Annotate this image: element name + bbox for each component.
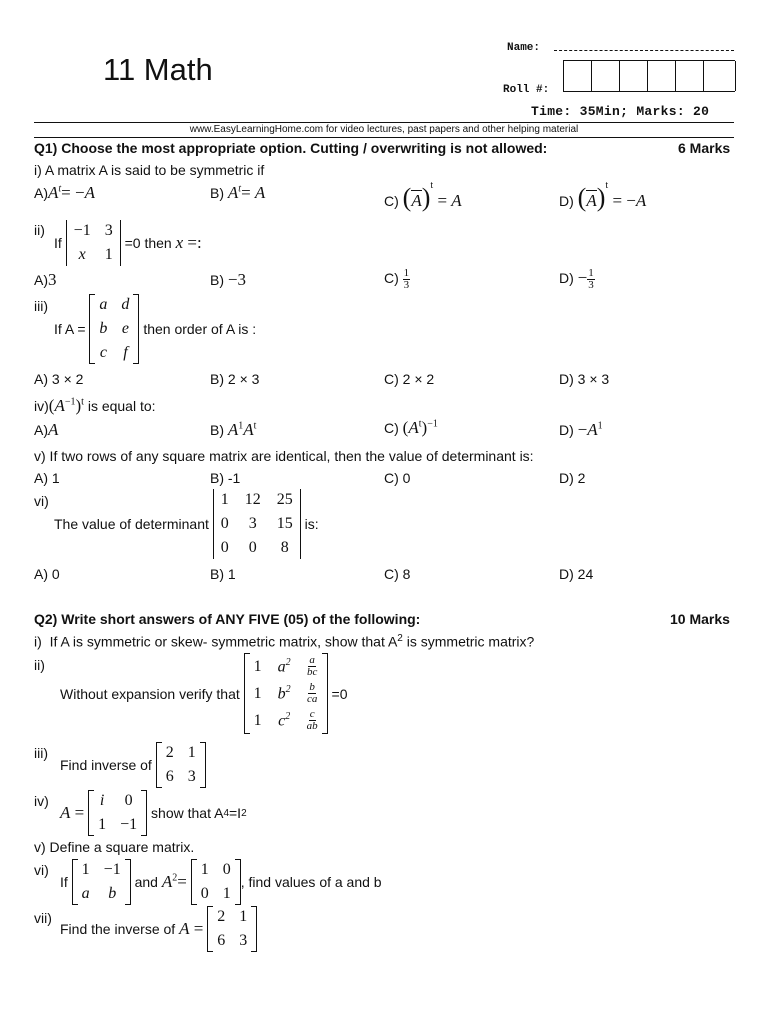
determinant-cell: 12 [244,491,261,508]
q1-vi-option-a: A) 0 [34,566,60,582]
q1-iii-number: iii) [34,298,48,314]
q1-vi-option-b: B) 1 [210,566,236,582]
q1-v-stem: v) If two rows of any square matrix are identical, then the value of determinant is: [34,448,534,464]
q1-iv-option-a: A)A [34,420,59,439]
q1-iv-option-c: C) $(A^t)^{-1}$ [384,418,438,437]
matrix-2x2: 1 −1 a b [72,859,131,905]
matrix-3x2: a d b e c f [89,294,139,364]
q1-i-option-d: D) $(A)^t = -A$ [559,180,647,212]
determinant-cell: 15 [276,515,293,532]
q2-iii: Find inverse of 2 1 6 3 [60,742,206,788]
q1-iii-option-d: D) 3 × 3 [559,371,610,387]
q1-v-option-b: B) -1 [210,470,241,486]
q1-v-option-a: A) 1 [34,470,60,486]
q1-iv-option-b: B) $A^1A^t$ [210,420,257,439]
header-divider [34,122,734,123]
roll-digit-box[interactable] [676,61,704,91]
determinant-cell: 8 [280,539,289,556]
q2-ii: Without expansion verify that 1 $a^2$ $\frac{a}{bc}$ 1 $b^2$ $\frac{b}{ca}$ 1 $c^2$ $\frac{c}{ab}$ =0 [60,654,348,732]
q1-ii-option-c: C) $\frac{1}{3}$ [384,267,410,291]
q2-v: v) Define a square matrix. [34,839,195,855]
q1-iv-option-d: $D) -A^1$ [559,420,603,439]
roll-digit-box[interactable] [564,61,592,91]
determinant-cell: 0 [248,539,257,556]
q1-iii-option-c: C) 2 × 2 [384,371,435,387]
roll-digit-box[interactable] [592,61,620,91]
roll-number-boxes[interactable] [563,60,735,92]
q1-i-stem: i) A matrix A is said to be symmetric if [34,162,265,178]
roll-digit-box[interactable] [648,61,676,91]
determinant-cell: 3 [248,515,257,532]
q2-ii-number: ii) [34,657,45,673]
q1-vi-number: vi) [34,493,49,509]
matrix-2x2: 2 1 6 3 [156,742,206,788]
name-field[interactable] [554,50,734,51]
determinant-cell: 1 [220,491,229,508]
page-title: 11 Math [103,52,213,87]
determinant-cell: 25 [276,491,293,508]
q1-ii-stem: If −1 3 x 1 =0 then x =: [54,220,202,266]
header-divider [34,137,734,138]
q2-heading: Q2) Write short answers of ANY FIVE (05) of the following: [34,611,421,627]
q1-v-option-c: C) 0 [384,470,411,486]
identity-matrix-2x2: 1 0 0 1 [191,859,241,905]
matrix-3x3-fractions: 1 $a^2$ $\frac{a}{bc}$ 1 $b^2$ $\frac{b}{ca}$ 1 $c^2$ $\frac{c}{ab}$ [244,653,328,734]
q1-vi-option-c: C) 8 [384,566,411,582]
q1-marks: 6 Marks [678,140,731,156]
matrix-2x2: 2 1 6 3 [207,906,257,952]
q1-heading: Q1) Choose the most appropriate option. Cutting / overwriting is not allowed: [34,140,548,156]
determinant-cell: 0 [220,515,229,532]
q1-ii-option-d: D) − $\frac{1}{3}$ [559,267,594,291]
q1-iii-option-a: A) 3 × 2 [34,371,84,387]
q2-vi: If 1 −1 a b and $A^2=$ 1 0 0 1 , find values of a and b [60,859,382,905]
q1-ii-option-a: A)3 [34,270,57,289]
q2-marks: 10 Marks [670,611,730,627]
name-label: Name: [507,42,541,54]
matrix-2x2: i 0 1 −1 [88,790,147,836]
q1-iii-option-b: B) 2 × 3 [210,371,260,387]
q1-v-option-d: D) 2 [559,470,586,486]
determinant-3x3 [213,489,301,559]
q1-ii-number: ii) [34,222,45,238]
determinant-cell: 0 [220,539,229,556]
determinant-2x2: −1 3 x 1 [66,220,121,266]
q2-iii-number: iii) [34,745,48,761]
q1-i-option-c: C) $(A)^t = A$ [384,180,462,212]
roll-digit-box[interactable] [620,61,648,91]
q1-iv-stem: $iv)(A^{-1})^t$ is equal to: [34,396,156,415]
q1-i-option-a: $A)A^t= -A$ [34,183,95,202]
time-marks: Time: 35Min; Marks: 20 [531,104,710,119]
q1-vi-stem: The value of determinant 1 12 25 0 3 15 0 0 8 is: [54,489,319,559]
q2-vi-number: vi) [34,862,49,878]
q1-iii-stem: If A = a d b e c f then order of A is : [54,294,256,364]
q1-ii-option-b: B) −3 [210,270,246,289]
q2-vii: Find the inverse of A = 2 1 6 3 [60,906,257,952]
roll-digit-box[interactable] [704,61,736,91]
q2-i: i) If A is symmetric or skew- symmetric matrix, show that $A^2$ is symmetric matrix? [34,633,535,650]
website-note: www.EasyLearningHome.com for video lectures, past papers and other helping material [189,124,579,135]
roll-label: Roll #: [503,84,550,96]
q2-iv-number: iv) [34,793,49,809]
q1-i-option-b: B) $A^t= A$ [210,183,266,202]
q2-iv: A = i 0 1 −1 show that A 4 =I 2 [60,790,247,836]
q1-vi-option-d: D) 24 [559,566,594,582]
q2-vii-number: vii) [34,910,52,926]
